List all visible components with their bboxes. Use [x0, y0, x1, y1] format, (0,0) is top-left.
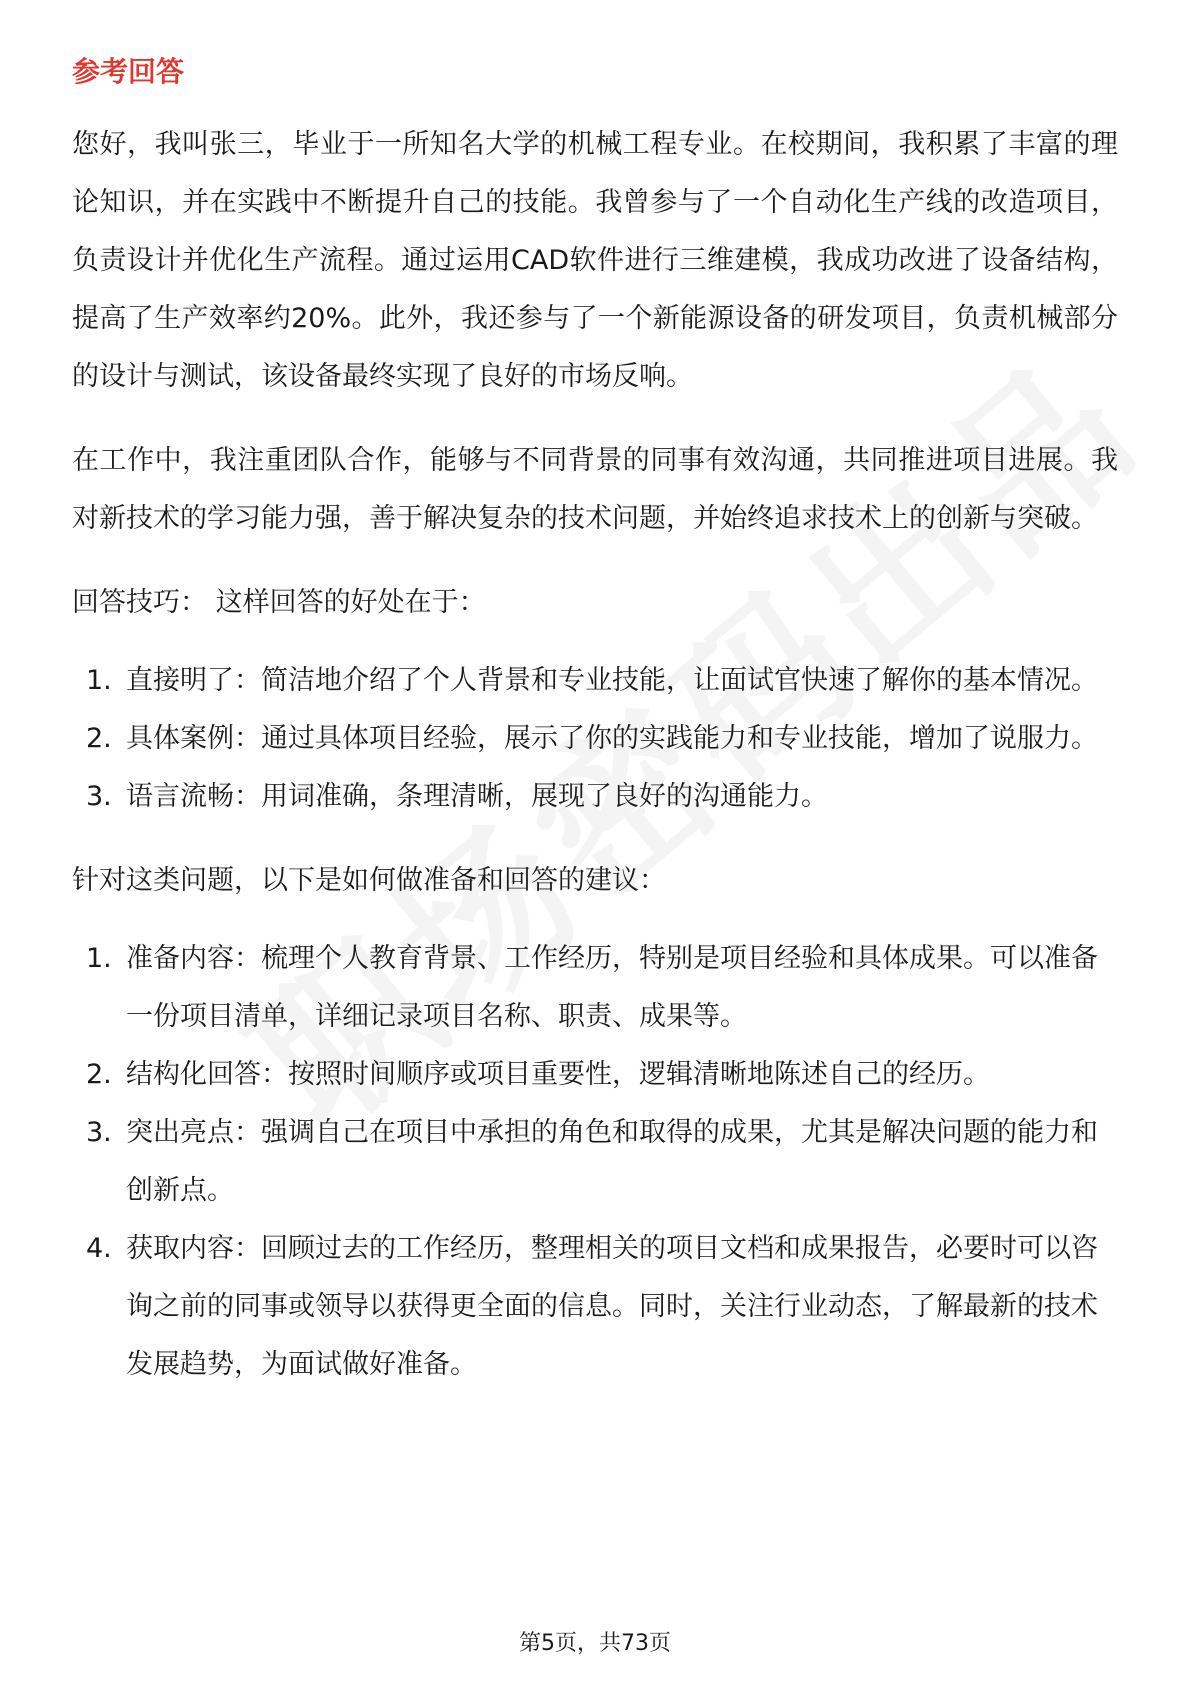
list-item-text: 获取内容：回顾过去的工作经历，整理相关的项目文档和成果报告，必要时可以咨询之前的同事或领导以获得更全面的信息。同时，关注行业动态，了解最新的技术发展趋势，为面试做好准备。	[126, 1233, 1098, 1380]
list-item-text: 结构化回答：按照时间顺序或项目重要性，逻辑清晰地陈述自己的经历。	[126, 1059, 990, 1090]
list-number: 3.	[86, 781, 112, 812]
list-number: 4.	[86, 1233, 112, 1264]
list-item	[72, 768, 1118, 826]
list-number: 2.	[86, 723, 112, 754]
page-footer: 第5页，共73页	[519, 1631, 671, 1656]
list-item	[72, 1220, 1118, 1394]
content-body	[72, 116, 1118, 1420]
list-number: 3.	[86, 1117, 112, 1148]
list-item	[72, 930, 1118, 1046]
advice-list	[72, 930, 1118, 1394]
list-item-text: 具体案例：通过具体项目经验，展示了你的实践能力和专业技能，增加了说服力。	[126, 723, 1098, 754]
list-number: 1.	[86, 943, 112, 974]
answer-paragraph-2: 在工作中，我注重团队合作，能够与不同背景的同事有效沟通，共同推进项目进展。我对新技术的学习能力强，善于解决复杂的技术问题，并始终追求技术上的创新与突破。	[72, 445, 1118, 534]
list-item	[72, 1046, 1118, 1104]
list-item	[72, 710, 1118, 768]
tips-list	[72, 652, 1118, 826]
list-item-text: 直接明了：简洁地介绍了个人背景和专业技能，让面试官快速了解你的基本情况。	[126, 665, 1098, 696]
list-number: 2.	[86, 1059, 112, 1090]
answer-paragraph-1: 您好，我叫张三，毕业于一所知名大学的机械工程专业。在校期间，我积累了丰富的理论知识，并在实践中不断提升自己的技能。我曾参与了一个自动化生产线的改造项目，负责设计并优化生产流程。通过运用CAD软件进行三维建模，我成功改进了设备结构，提高了生产效率约20%。此外，我还参与了一个新能源设备的研发项目，负责机械部分的设计与测试，该设备最终实现了良好的市场反响。	[72, 129, 1118, 392]
list-number: 1.	[86, 665, 112, 696]
list-item-text: 语言流畅：用词准确，条理清晰，展现了良好的沟通能力。	[126, 781, 828, 812]
tips-intro: 回答技巧： 这样回答的好处在于：	[72, 587, 486, 618]
list-item-text: 突出亮点：强调自己在项目中承担的角色和取得的成果，尤其是解决问题的能力和创新点。	[126, 1117, 1098, 1206]
list-item-text: 准备内容：梳理个人教育背景、工作经历，特别是项目经验和具体成果。可以准备一份项目清单，详细记录项目名称、职责、成果等。	[126, 943, 1098, 1032]
advice-intro: 针对这类问题，以下是如何做准备和回答的建议：	[72, 865, 666, 896]
list-item	[72, 652, 1118, 710]
section-heading: 参考回答	[72, 55, 185, 88]
list-item	[72, 1104, 1118, 1220]
